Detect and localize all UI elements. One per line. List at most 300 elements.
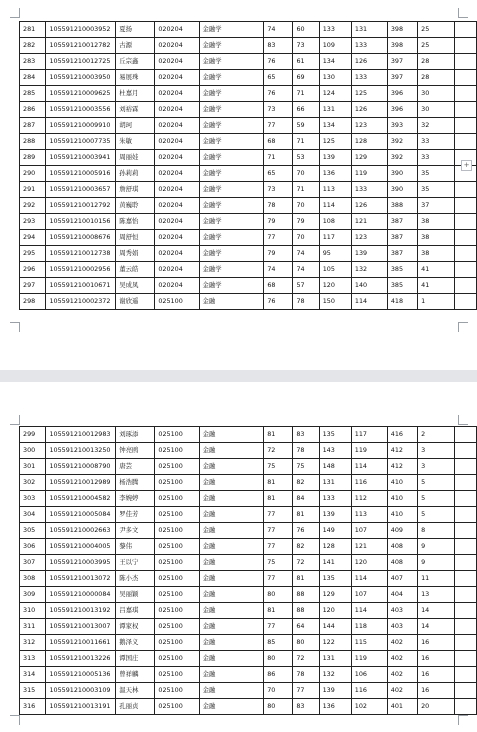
table-cell: 025100: [155, 699, 199, 715]
table-cell: [454, 70, 476, 86]
table-cell: 109: [319, 38, 351, 54]
table-cell: 孙莉莉: [116, 166, 155, 182]
table-cell: 396: [387, 102, 417, 118]
table-cell: [454, 619, 476, 635]
table-cell: 金融学: [199, 230, 264, 246]
table-cell: 金融: [199, 539, 264, 555]
table-row: [20, 150, 477, 166]
table-cell: 詹舒琪: [116, 182, 155, 198]
table-cell: 李婉婷: [116, 491, 155, 507]
table-cell: 123: [351, 118, 387, 134]
table-cell: 387: [387, 246, 417, 262]
table-cell: 108: [319, 214, 351, 230]
table-cell: 296: [20, 262, 46, 278]
table-cell: 72: [293, 651, 319, 667]
table-cell: [454, 22, 476, 38]
table-row: [20, 699, 477, 715]
table-cell: 128: [319, 539, 351, 555]
table-cell: 78: [264, 198, 293, 214]
table-cell: 020204: [155, 22, 199, 38]
table-cell: 胡珂: [116, 118, 155, 134]
table-cell: 83: [293, 427, 319, 443]
table-cell: 302: [20, 475, 46, 491]
table-row: [20, 278, 477, 294]
table-cell: 杨浩腾: [116, 475, 155, 491]
crop-mark-top-left: [10, 415, 20, 425]
table-cell: 41: [418, 262, 455, 278]
table-cell: 61: [293, 54, 319, 70]
table-cell: 71: [264, 150, 293, 166]
table-cell: 025100: [155, 651, 199, 667]
table-cell: 025100: [155, 571, 199, 587]
table-cell: 297: [20, 278, 46, 294]
table-cell: 79: [264, 214, 293, 230]
table-cell: 33: [418, 150, 455, 166]
table-cell: 105591210010671: [46, 278, 116, 294]
table-cell: 金融: [199, 651, 264, 667]
table-cell: 30: [418, 102, 455, 118]
table-cell: 28: [418, 54, 455, 70]
table-cell: 73: [264, 102, 293, 118]
table-cell: 020204: [155, 166, 199, 182]
table-cell: 025100: [155, 507, 199, 523]
table-cell: [454, 603, 476, 619]
table-cell: 77: [264, 507, 293, 523]
table-cell: 282: [20, 38, 46, 54]
table-cell: 129: [319, 587, 351, 603]
table-cell: 105: [319, 262, 351, 278]
table-cell: 293: [20, 214, 46, 230]
crop-mark-top-right: [458, 8, 468, 18]
table-cell: [454, 459, 476, 475]
table-cell: [454, 230, 476, 246]
table-cell: 402: [387, 651, 417, 667]
table-cell: 41: [418, 278, 455, 294]
table-cell: 金融学: [199, 22, 264, 38]
table-cell: 32: [418, 118, 455, 134]
table-cell: 020204: [155, 134, 199, 150]
table-cell: 416: [387, 427, 417, 443]
table-cell: 78: [293, 294, 319, 310]
score-table-page-1: [19, 21, 477, 310]
table-cell: 77: [264, 230, 293, 246]
table-cell: 金融学: [199, 246, 264, 262]
table-cell: 71: [293, 134, 319, 150]
table-cell: 402: [387, 635, 417, 651]
table-cell: 020204: [155, 198, 199, 214]
table-cell: 020204: [155, 150, 199, 166]
table-cell: 金融: [199, 555, 264, 571]
table-cell: 299: [20, 427, 46, 443]
table-cell: 139: [319, 150, 351, 166]
table-cell: 025100: [155, 427, 199, 443]
table-cell: 16: [418, 683, 455, 699]
table-cell: 139: [319, 683, 351, 699]
table-cell: 135: [319, 571, 351, 587]
table-row: [20, 571, 477, 587]
table-cell: 303: [20, 491, 46, 507]
table-cell: 025100: [155, 587, 199, 603]
table-cell: 289: [20, 150, 46, 166]
table-cell: 390: [387, 166, 417, 182]
table-cell: 141: [319, 555, 351, 571]
table-cell: 314: [20, 667, 46, 683]
table-cell: 105591210003556: [46, 102, 116, 118]
table-cell: 307: [20, 555, 46, 571]
table-cell: 387: [387, 230, 417, 246]
table-cell: 75: [264, 459, 293, 475]
table-cell: 金融学: [199, 166, 264, 182]
table-cell: 105591210004582: [46, 491, 116, 507]
table-cell: [454, 262, 476, 278]
table-cell: 81: [264, 427, 293, 443]
table-cell: 025100: [155, 555, 199, 571]
table-cell: 84: [293, 491, 319, 507]
table-cell: 朱敏: [116, 134, 155, 150]
table-cell: 113: [319, 182, 351, 198]
table-cell: 丘宗鑫: [116, 54, 155, 70]
crop-mark-bottom-left: [10, 322, 20, 332]
table-cell: [454, 246, 476, 262]
table-cell: 73: [293, 38, 319, 54]
table-cell: 020204: [155, 278, 199, 294]
table-cell: 8: [418, 523, 455, 539]
table-cell: 77: [264, 523, 293, 539]
table-cell: 105591210003995: [46, 555, 116, 571]
table-cell: 鹅泽义: [116, 635, 155, 651]
table-cell: 312: [20, 635, 46, 651]
table-cell: 105591210012725: [46, 54, 116, 70]
table-cell: 132: [319, 667, 351, 683]
table-cell: 020204: [155, 118, 199, 134]
table-cell: 金融: [199, 635, 264, 651]
table-cell: 唐芸: [116, 459, 155, 475]
table-cell: 309: [20, 587, 46, 603]
table-row: [20, 70, 477, 86]
table-row: [20, 507, 477, 523]
table-cell: 76: [264, 86, 293, 102]
table-cell: 金融: [199, 443, 264, 459]
table-cell: 105591210013192: [46, 603, 116, 619]
table-cell: 董云皓: [116, 262, 155, 278]
table-row: [20, 459, 477, 475]
table-cell: 410: [387, 475, 417, 491]
table-cell: 120: [319, 603, 351, 619]
table-cell: 76: [264, 294, 293, 310]
table-cell: 105591210002663: [46, 523, 116, 539]
table-cell: 77: [264, 539, 293, 555]
table-cell: 392: [387, 134, 417, 150]
table-cell: 020204: [155, 38, 199, 54]
table-cell: 132: [351, 262, 387, 278]
table-row: [20, 555, 477, 571]
table-cell: 139: [319, 507, 351, 523]
table-cell: 025100: [155, 667, 199, 683]
table-cell: 105591210007735: [46, 134, 116, 150]
table-cell: 88: [293, 587, 319, 603]
table-cell: 金融学: [199, 86, 264, 102]
table-cell: 136: [319, 699, 351, 715]
table-cell: 129: [351, 150, 387, 166]
table-cell: 金融学: [199, 278, 264, 294]
table-cell: 尹多文: [116, 523, 155, 539]
table-cell: [454, 683, 476, 699]
table-cell: 114: [351, 294, 387, 310]
table-cell: [454, 667, 476, 683]
table-cell: 黎伟: [116, 539, 155, 555]
table-cell: 82: [293, 539, 319, 555]
table-cell: 77: [264, 619, 293, 635]
table-cell: 金融学: [199, 150, 264, 166]
table-cell: 5: [418, 507, 455, 523]
table-cell: 30: [418, 86, 455, 102]
table-cell: 16: [418, 651, 455, 667]
table-cell: 020204: [155, 102, 199, 118]
table-cell: 125: [319, 134, 351, 150]
table-cell: 105591210012738: [46, 246, 116, 262]
table-cell: 385: [387, 262, 417, 278]
table-cell: 金融: [199, 491, 264, 507]
table-cell: 114: [319, 198, 351, 214]
table-cell: 133: [351, 38, 387, 54]
crop-mark-bottom-right: [458, 322, 468, 332]
table-cell: 66: [293, 102, 319, 118]
table-cell: 131: [319, 102, 351, 118]
table-cell: 71: [293, 86, 319, 102]
table-cell: 114: [351, 603, 387, 619]
table-cell: 78: [293, 667, 319, 683]
table-cell: 107: [351, 587, 387, 603]
table-cell: 105591210008790: [46, 459, 116, 475]
table-cell: 133: [351, 70, 387, 86]
table-cell: 122: [319, 635, 351, 651]
table-cell: 80: [264, 587, 293, 603]
table-cell: 83: [293, 699, 319, 715]
table-cell: 105591210003657: [46, 182, 116, 198]
table-cell: 古源: [116, 38, 155, 54]
table-cell: 周丽娃: [116, 150, 155, 166]
table-row: [20, 635, 477, 651]
table-cell: 黄巍聆: [116, 198, 155, 214]
table-cell: 310: [20, 603, 46, 619]
table-cell: 116: [351, 475, 387, 491]
table-cell: 408: [387, 539, 417, 555]
table-cell: 285: [20, 86, 46, 102]
table-cell: 105591210003952: [46, 22, 116, 38]
table-cell: 105591210000084: [46, 587, 116, 603]
table-cell: 夏扬: [116, 22, 155, 38]
table-cell: [454, 38, 476, 54]
table-cell: 谭家权: [116, 619, 155, 635]
table-cell: 134: [319, 118, 351, 134]
table-cell: 37: [418, 198, 455, 214]
table-cell: 403: [387, 619, 417, 635]
table-cell: 金融: [199, 699, 264, 715]
table-cell: [454, 699, 476, 715]
table-cell: 68: [264, 278, 293, 294]
table-cell: 78: [293, 443, 319, 459]
table-cell: 150: [319, 294, 351, 310]
table-cell: 133: [319, 491, 351, 507]
table-cell: 139: [351, 246, 387, 262]
table-cell: 025100: [155, 683, 199, 699]
table-cell: 105591210009910: [46, 118, 116, 134]
table-cell: [454, 475, 476, 491]
table-cell: 128: [351, 134, 387, 150]
table-cell: 金融学: [199, 102, 264, 118]
table-cell: 金融学: [199, 182, 264, 198]
table-cell: 16: [418, 635, 455, 651]
table-cell: 5: [418, 491, 455, 507]
table-cell: 吴成凤: [116, 278, 155, 294]
table-cell: 11: [418, 571, 455, 587]
table-cell: 金融学: [199, 214, 264, 230]
table-cell: 71: [293, 182, 319, 198]
table-cell: 301: [20, 459, 46, 475]
table-cell: 387: [387, 214, 417, 230]
table-cell: 396: [387, 86, 417, 102]
table-cell: 59: [293, 118, 319, 134]
table-cell: 025100: [155, 459, 199, 475]
table-cell: 020204: [155, 214, 199, 230]
document-page-2: [0, 382, 477, 732]
table-cell: 123: [351, 230, 387, 246]
table-cell: 114: [351, 571, 387, 587]
table-cell: 119: [351, 443, 387, 459]
table-cell: 79: [293, 214, 319, 230]
add-row-icon[interactable]: +: [461, 160, 472, 171]
table-cell: 杜嘉月: [116, 86, 155, 102]
table-cell: 77: [293, 683, 319, 699]
table-cell: 74: [264, 262, 293, 278]
table-cell: 025100: [155, 443, 199, 459]
table-cell: 25: [418, 22, 455, 38]
table-cell: 020204: [155, 262, 199, 278]
table-cell: 刘裕霖: [116, 102, 155, 118]
table-cell: 68: [264, 134, 293, 150]
table-cell: 025100: [155, 294, 199, 310]
table-cell: 金融学: [199, 262, 264, 278]
table-cell: 311: [20, 619, 46, 635]
table-cell: 金融学: [199, 198, 264, 214]
table-cell: 14: [418, 619, 455, 635]
table-cell: [454, 294, 476, 310]
table-cell: 74: [293, 262, 319, 278]
table-row: [20, 166, 477, 182]
table-cell: 300: [20, 443, 46, 459]
table-cell: 020204: [155, 182, 199, 198]
table-cell: 70: [264, 683, 293, 699]
crop-mark-top-right: [458, 415, 468, 425]
table-cell: 410: [387, 491, 417, 507]
table-cell: 金融学: [199, 54, 264, 70]
table-cell: 曾祥麟: [116, 667, 155, 683]
table-cell: 105591210009625: [46, 86, 116, 102]
table-row: [20, 651, 477, 667]
table-cell: 72: [264, 443, 293, 459]
table-cell: 105591210003109: [46, 683, 116, 699]
table-cell: 115: [351, 635, 387, 651]
table-cell: 385: [387, 278, 417, 294]
table-cell: 025100: [155, 619, 199, 635]
table-cell: 288: [20, 134, 46, 150]
table-cell: 407: [387, 571, 417, 587]
table-cell: 281: [20, 22, 46, 38]
page-separator: [0, 370, 477, 382]
table-cell: 025100: [155, 603, 199, 619]
table-cell: 金融: [199, 683, 264, 699]
table-cell: 308: [20, 571, 46, 587]
table-cell: 398: [387, 22, 417, 38]
table-cell: 105591210013226: [46, 651, 116, 667]
table-cell: 38: [418, 230, 455, 246]
table-row: [20, 443, 477, 459]
table-cell: 313: [20, 651, 46, 667]
table-cell: [454, 539, 476, 555]
table-cell: 124: [319, 86, 351, 102]
table-cell: 105591210010156: [46, 214, 116, 230]
table-cell: 131: [319, 651, 351, 667]
table-cell: 025100: [155, 539, 199, 555]
table-cell: [454, 278, 476, 294]
table-cell: 金融: [199, 294, 264, 310]
table-cell: 77: [264, 571, 293, 587]
table-cell: [454, 86, 476, 102]
table-cell: 38: [418, 214, 455, 230]
table-cell: 35: [418, 166, 455, 182]
table-cell: 140: [351, 278, 387, 294]
table-cell: 金融: [199, 587, 264, 603]
table-cell: 290: [20, 166, 46, 182]
table-cell: [454, 182, 476, 198]
table-cell: 金融学: [199, 70, 264, 86]
table-cell: 81: [264, 603, 293, 619]
table-cell: [454, 54, 476, 70]
table-cell: 金融学: [199, 134, 264, 150]
table-cell: 148: [319, 459, 351, 475]
table-cell: 105591210012983: [46, 427, 116, 443]
table-cell: 304: [20, 507, 46, 523]
table-cell: 25: [418, 38, 455, 54]
table-cell: 81: [293, 571, 319, 587]
table-cell: 70: [293, 198, 319, 214]
table-cell: 306: [20, 539, 46, 555]
table-row: [20, 198, 477, 214]
table-cell: 105591210003941: [46, 150, 116, 166]
table-row: [20, 619, 477, 635]
table-cell: 38: [418, 246, 455, 262]
table-cell: 286: [20, 102, 46, 118]
table-cell: 112: [351, 491, 387, 507]
table-cell: 谭国庄: [116, 651, 155, 667]
table-cell: 121: [351, 539, 387, 555]
table-cell: 81: [264, 491, 293, 507]
table-cell: 401: [387, 699, 417, 715]
table-cell: 14: [418, 603, 455, 619]
table-cell: 136: [319, 166, 351, 182]
table-cell: 315: [20, 683, 46, 699]
table-cell: 16: [418, 667, 455, 683]
table-cell: 392: [387, 150, 417, 166]
table-cell: 118: [351, 619, 387, 635]
table-cell: 117: [319, 230, 351, 246]
table-row: [20, 54, 477, 70]
table-cell: 75: [264, 555, 293, 571]
table-cell: 114: [351, 459, 387, 475]
table-row: [20, 491, 477, 507]
table-cell: 316: [20, 699, 46, 715]
table-cell: 13: [418, 587, 455, 603]
